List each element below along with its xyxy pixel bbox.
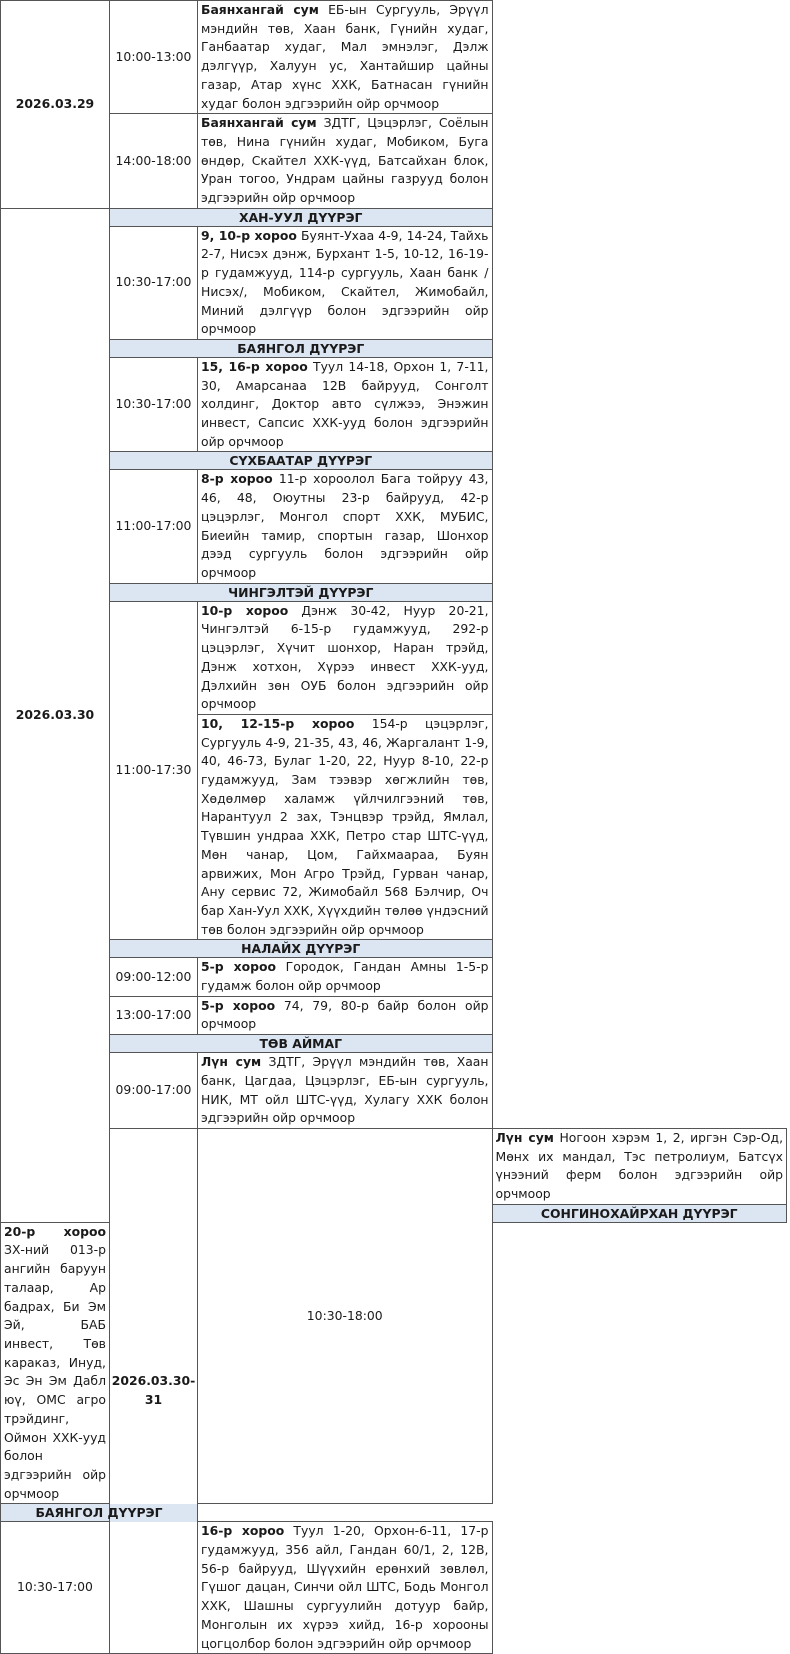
date-cell: 2026.03.30-31 xyxy=(110,1128,198,1653)
location-suffix: болон эдгээрийн ойр орчмоор xyxy=(201,546,489,580)
location-cell xyxy=(198,357,493,452)
location-suffix: болон ойр орчмоор xyxy=(251,978,381,994)
time-cell: 10:30-17:00 xyxy=(1,1522,110,1654)
area-name: Баянхангай сум xyxy=(201,2,319,17)
location-list: ЕБ-ын Сургууль, Эрүүл мэндийн төв, Хаан банк, Гүнийн худаг, Ганбаатар худаг, Мал эмнэлэг, Дэлж дэлгүүр, Халуун ус, Хантайшир цайны газар, Атар хүнс ХХК, Батнасан гүнийн худаг xyxy=(201,2,489,111)
area-name: 10-р хороо xyxy=(201,602,289,618)
time-cell: 11:00-17:00 xyxy=(110,470,198,583)
table-row xyxy=(1,1128,787,1204)
location-suffix: болон эдгээрийн ойр орчмоор xyxy=(201,677,489,712)
area-name: 15, 16-р хороо xyxy=(201,358,308,374)
time-cell: 13:00-17:00 xyxy=(110,996,198,1034)
date-cell: 2026.03.30 xyxy=(1,208,110,1222)
location-list: ЗДТГ, Эрүүл мэндийн төв, Хаан банк, Цагдаа, Цэцэрлэг, ЕБ-ын сургууль, НИК, МТ ойл ШТС-үүд, Хулагу ХХК xyxy=(201,1054,489,1107)
district-row xyxy=(1,339,787,357)
district-header: ТӨВ АЙМАГ xyxy=(110,1035,493,1053)
time-cell: 11:00-17:30 xyxy=(110,601,198,940)
location-list: 11-р хороолол Бага тойруу 43, 46, 48, Оюутны 23-р байрууд, 42-р цэцэрлэг, Монгол спорт ХХК, МУБИС, Биеийн тамир, спортын газар, Шонхор дээд сургууль xyxy=(201,471,489,562)
location-list: 74, 79, 80-р байр xyxy=(275,997,409,1013)
district-header: БАЯНГОЛ ДҮҮРЭГ xyxy=(110,339,493,357)
location-list: Ногоон хэрэм 1, 2, иргэн Сэр-Од, Мөнх их мандал, Тэс петролиум, Батсүх үнээний ферм xyxy=(495,1129,784,1183)
date-cell: 2026.03.29 xyxy=(1,1,110,209)
area-name: 8-р хороо xyxy=(201,471,273,487)
location-cell xyxy=(1,1222,110,1504)
location-list: Туул 14-18, Орхон 1, 7-11, 30, Амарсанаа 12В байрууд, Сонголт холдинг, Доктор авто сүлжээ, Энэжин инвест, Сапсис ХХК-ууд xyxy=(201,358,489,431)
location-cell xyxy=(198,1053,493,1129)
location-suffix: болон эдгээрийн ойр орчмоор xyxy=(223,921,424,937)
time-cell: 10:30-17:00 xyxy=(110,357,198,452)
district-row xyxy=(1,1504,787,1522)
table-row xyxy=(1,1,787,114)
location-cell xyxy=(492,1128,787,1204)
table-row xyxy=(1,357,787,452)
time-cell: 10:30-17:00 xyxy=(110,226,198,339)
area-name: Лүн сум xyxy=(495,1129,554,1145)
area-name: 16-р хороо xyxy=(201,1523,285,1539)
location-list: ЗХ-ний 013-р ангийн баруун талаар, Ар бадрах, Би Эм Эй, БАБ инвест, Төв караказ, Инуд, Эс Эн Эм Дабл юү, ОМС агро трэйдинг, Оймон ХХК-ууд xyxy=(4,1242,106,1445)
table-row xyxy=(1,958,787,996)
time-cell: 10:00-13:00 xyxy=(110,1,198,114)
area-name: Баянхангай сум xyxy=(201,115,317,131)
area-name: 5-р хороо xyxy=(201,997,276,1013)
table-row xyxy=(1,114,787,209)
table-row xyxy=(1,470,787,583)
location-cell xyxy=(198,996,493,1034)
location-cell xyxy=(198,601,493,714)
district-header: НАЛАЙХ ДҮҮРЭГ xyxy=(110,940,493,958)
table-row xyxy=(1,1053,787,1129)
district-header: ХАН-УУЛ ДҮҮРЭГ xyxy=(110,208,493,226)
area-name: 20-р хороо xyxy=(4,1223,106,1239)
location-list: ЗДТГ, Цэцэрлэг, Соёлын төв, Нина гүнийн худаг, Мобиком, Буга өндөр, Скайтел ХХК-үүд, Батсайхан блок, Уран тогоо, Ундрам цайны газрууд xyxy=(201,115,489,187)
location-suffix: болон эдгээрийн ойр орчмоор xyxy=(495,1167,783,1202)
location-list: Дэнж 30-42, Нуур 20-21, Чингэлтэй 6-15-р гудамжууд, 292-р цэцэрлэг, Хүчит шонхор, Наран трэйд, Дэнж хотхон, Хүрээ инвест ХХК-ууд, Дэлхийн зөн ОУБ xyxy=(201,602,489,693)
location-cell xyxy=(198,470,493,583)
location-suffix: болон эдгээрийн ойр орчмоор xyxy=(238,95,440,111)
location-cell xyxy=(198,714,493,939)
location-suffix: болон эдгээрийн ойр орчмоор xyxy=(4,1448,106,1501)
location-cell xyxy=(198,958,493,996)
location-suffix: болон ойр орчмоор xyxy=(201,997,489,1032)
area-name: 9, 10-р хороо xyxy=(201,227,297,243)
location-suffix: болон эдгээрийн ойр орчмоор xyxy=(201,171,489,206)
district-header: СОНГИНОХАЙРХАН ДҮҮРЭГ xyxy=(492,1204,787,1222)
time-cell: 09:00-12:00 xyxy=(110,958,198,996)
time-cell: 14:00-18:00 xyxy=(110,114,198,209)
area-name: 10, 12-15-р хороо xyxy=(201,715,355,731)
area-name: Лүн сум xyxy=(201,1054,262,1070)
district-header: СҮХБААТАР ДҮҮРЭГ xyxy=(110,452,493,470)
table-row xyxy=(1,601,787,714)
table-row xyxy=(1,996,787,1034)
location-suffix: болон эдгээрийн ойр орчмоор xyxy=(201,415,489,449)
time-cell: 10:30-18:00 xyxy=(198,1128,493,1503)
location-cell xyxy=(198,1,493,114)
district-row xyxy=(1,1035,787,1053)
location-list: Городок, Гандан Амны 1-5-р гудамж xyxy=(201,959,489,994)
area-name: 5-р хороо xyxy=(201,959,277,975)
time-cell: 09:00-17:00 xyxy=(110,1053,198,1129)
table-row xyxy=(1,226,787,339)
location-suffix: болон эдгээрийн ойр орчмоор xyxy=(270,1635,472,1651)
district-header: БАЯНГОЛ ДҮҮРЭГ xyxy=(1,1504,198,1522)
district-header: ЧИНГЭЛТЭЙ ДҮҮРЭГ xyxy=(110,583,493,601)
district-row xyxy=(1,940,787,958)
district-row xyxy=(1,208,787,226)
district-row xyxy=(1,583,787,601)
location-suffix: болон эдгээрийн ойр орчмоор xyxy=(201,1091,489,1126)
location-list: 154-р цэцэрлэг, Сургууль 4-9, 21-35, 43, 46, Жаргалант 1-9, 40, 46-73, Булаг 1-20, 22, Нуур 8-10, 22-р гудамжууд, Зам тээвэр хөгжлийн төв, Хөдөлмөр халамж үйлчилгээний төв, Нарантуул 2 зах, Тэнцвэр трэйд, Ямлал, Түвшин ундраа ХХК, Петро стар ШТС-үүд, Мөн чанар, Цом, Гайхмаараа, Буян арвижих, Мон Агро Трэйд, Гурван чанар, Ану сервис 72, Жимобайл 568 Бэлчир, Оч бар Хан-Уул ХХК, Хүүхдийн төлөө үндэсний төв xyxy=(201,715,489,937)
location-suffix: болон эдгээрийн ойр орчмоор xyxy=(201,302,489,337)
location-cell xyxy=(198,1522,493,1654)
location-cell xyxy=(198,226,493,339)
location-list: Буянт-Ухаа 4-9, 14-24, Тайхь 2-7, Нисэх дэнж, Бурхант 1-5, 10-12, 16-19-р гудамжууд, 114-р сургууль, Хаан банк /Нисэх/, Мобиком, Скайтел, Жимобайл, Миний дэлгүүр xyxy=(201,227,489,318)
district-row xyxy=(1,452,787,470)
location-cell xyxy=(198,114,493,209)
location-list: Туул 1-20, Орхон-6-11, 17-р гудамжууд, 356 айл, Гандан 60/1, 2, 12В, 56-р байрууд, Шүүхийн ерөнхий зөвлөл, Гүшог дацан, Синчи ойл ШТС, Бодь Монгол ХХК, Шашны сургуулийн дотуур байр, Монголын их хүрээ хийд, 16-р хорооны цогцолбор xyxy=(201,1523,489,1651)
